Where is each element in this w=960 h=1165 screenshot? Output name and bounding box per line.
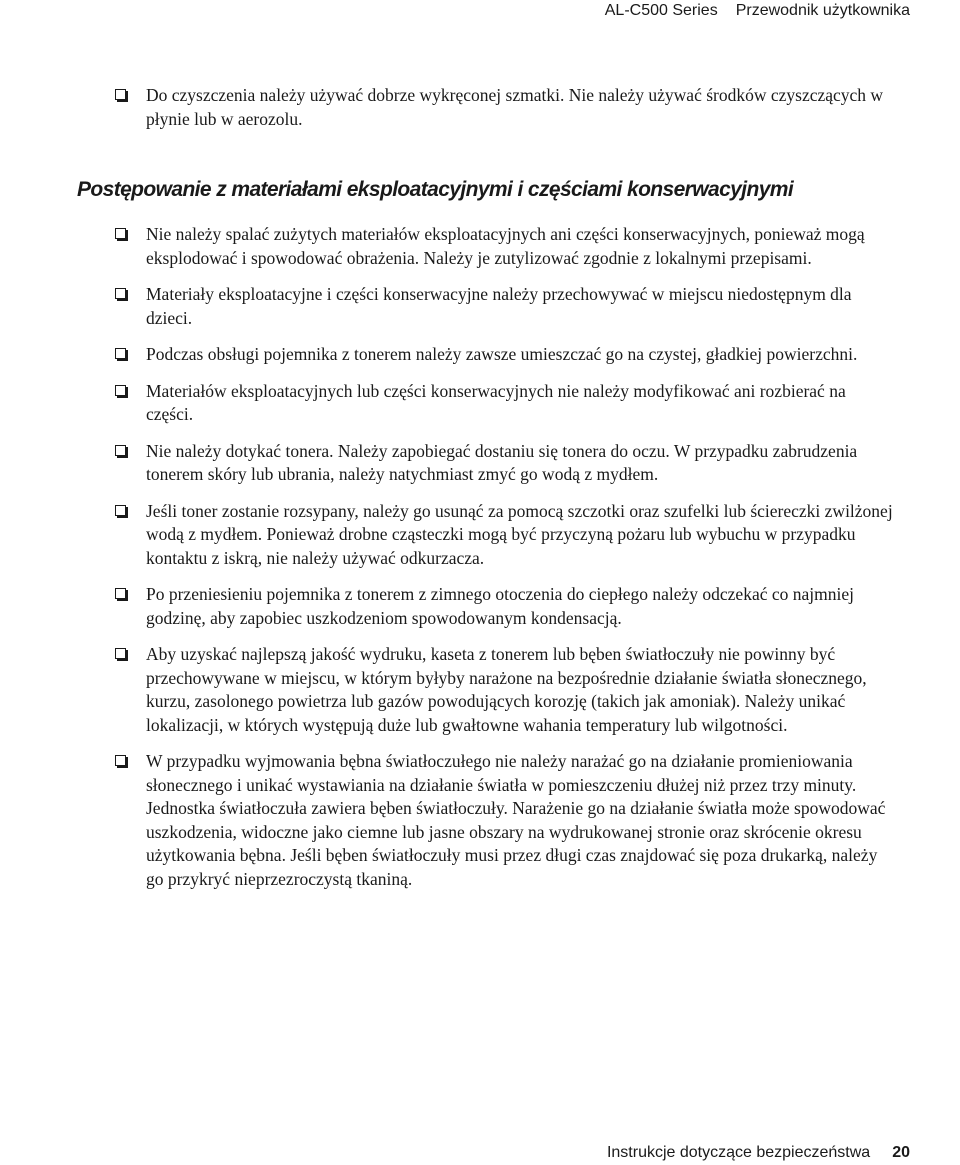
checkbox-bullet-icon	[115, 348, 126, 359]
list-item	[115, 283, 895, 330]
intro-bullet-list	[115, 84, 895, 144]
footer-chapter-title: Instrukcje dotyczące bezpieczeństwa	[606, 1144, 871, 1161]
checkbox-bullet-icon	[115, 228, 126, 239]
header-guide-title: Przewodnik użytkownika	[735, 2, 910, 19]
list-item	[115, 583, 895, 630]
checkbox-bullet-icon	[115, 445, 126, 456]
checkbox-bullet-icon	[115, 385, 126, 396]
checkbox-bullet-icon	[115, 89, 126, 100]
list-item-text: W przypadku wyjmowania bębna światłoczułego nie należy narażać go na działanie promieniowania słonecznego i unikać wystawiania na działanie światła w pomieszczeniu dłużej niż przez trzy minuty. Jednostka światłoczuła zawiera bęben światłoczuły. Narażenie go na działanie światła może spowodować uszkodzenia, widoczne jako ciemne lub jasne obszary na wydrukowanej stronie oraz skrócenie okresu użytkowania bębna. Jeśli bęben światłoczuły musi przez długi czas znajdować się poza drukarką, należy go przykryć nieprzezroczystą tkaniną.	[146, 751, 886, 889]
list-item-text: Nie należy dotykać tonera. Należy zapobiegać dostaniu się tonera do oczu. W przypadku zabrudzenia tonerem skóry lub ubrania, należy natychmiast zmyć go wodą z mydłem.	[146, 440, 858, 484]
list-item	[115, 223, 895, 270]
header-product-name: AL-C500 Series	[604, 2, 718, 19]
list-item	[115, 84, 895, 131]
list-item-text: Po przeniesieniu pojemnika z tonerem z zimnego otoczenia do ciepłego należy odczekać co najmniej godzinę, aby zapobiec uszkodzeniom spowodowanym kondensacją.	[146, 584, 854, 628]
page-number: 20	[892, 1144, 910, 1161]
section-bullet-list	[115, 223, 895, 904]
list-item-text: Nie należy spalać zużytych materiałów eksploatacyjnych ani części konserwacyjnych, ponieważ mogą eksplodować i spowodować obrażenia. Należy je zutylizować zgodnie z lokalnymi przepisami.	[146, 224, 865, 268]
checkbox-bullet-icon	[115, 588, 126, 599]
list-item-text: Podczas obsługi pojemnika z tonerem należy zawsze umieszczać go na czystej, gładkiej powierzchni.	[146, 344, 858, 364]
list-item-text: Do czyszczenia należy używać dobrze wykręconej szmatki. Nie należy używać środków czyszczących w płynie lub w aerozolu.	[146, 85, 884, 129]
list-item-text: Materiały eksploatacyjne i części konserwacyjne należy przechowywać w miejscu niedostępnym dla dzieci.	[146, 284, 852, 328]
list-item	[115, 343, 895, 367]
list-item	[115, 750, 895, 891]
checkbox-bullet-icon	[115, 648, 126, 659]
list-item-text: Jeśli toner zostanie rozsypany, należy go usunąć za pomocą szczotki oraz szufelki lub ściereczki zwilżonej wodą z mydłem. Ponieważ drobne cząsteczki mogą być przyczyną pożaru lub wybuchu w przypadku kontaktu z iskrą, nie należy używać odkurzacza.	[146, 500, 893, 568]
checkbox-bullet-icon	[115, 755, 126, 766]
list-item	[115, 440, 895, 487]
running-header	[605, 0, 910, 22]
running-footer	[607, 1142, 910, 1164]
checkbox-bullet-icon	[115, 505, 126, 516]
section-heading: Postępowanie z materiałami eksploatacyjnymi i częściami konserwacyjnymi	[77, 178, 794, 201]
list-item	[115, 380, 895, 427]
list-item-text: Materiałów eksploatacyjnych lub części konserwacyjnych nie należy modyfikować ani rozbierać na części.	[146, 380, 846, 424]
list-item	[115, 500, 895, 571]
list-item	[115, 643, 895, 737]
list-item-text: Aby uzyskać najlepszą jakość wydruku, kaseta z tonerem lub bęben światłoczuły nie powinny być przechowywane w miejscu, w którym byłyby narażone na bezpośrednie działanie światła słonecznego, kurzu, zasolonego powietrza lub gazów powodujących korozję (takich jak amoniak). Należy unikać lokalizacji, w których występują duże lub gwałtowne wahania temperatury lub wilgotności.	[146, 644, 867, 735]
checkbox-bullet-icon	[115, 288, 126, 299]
